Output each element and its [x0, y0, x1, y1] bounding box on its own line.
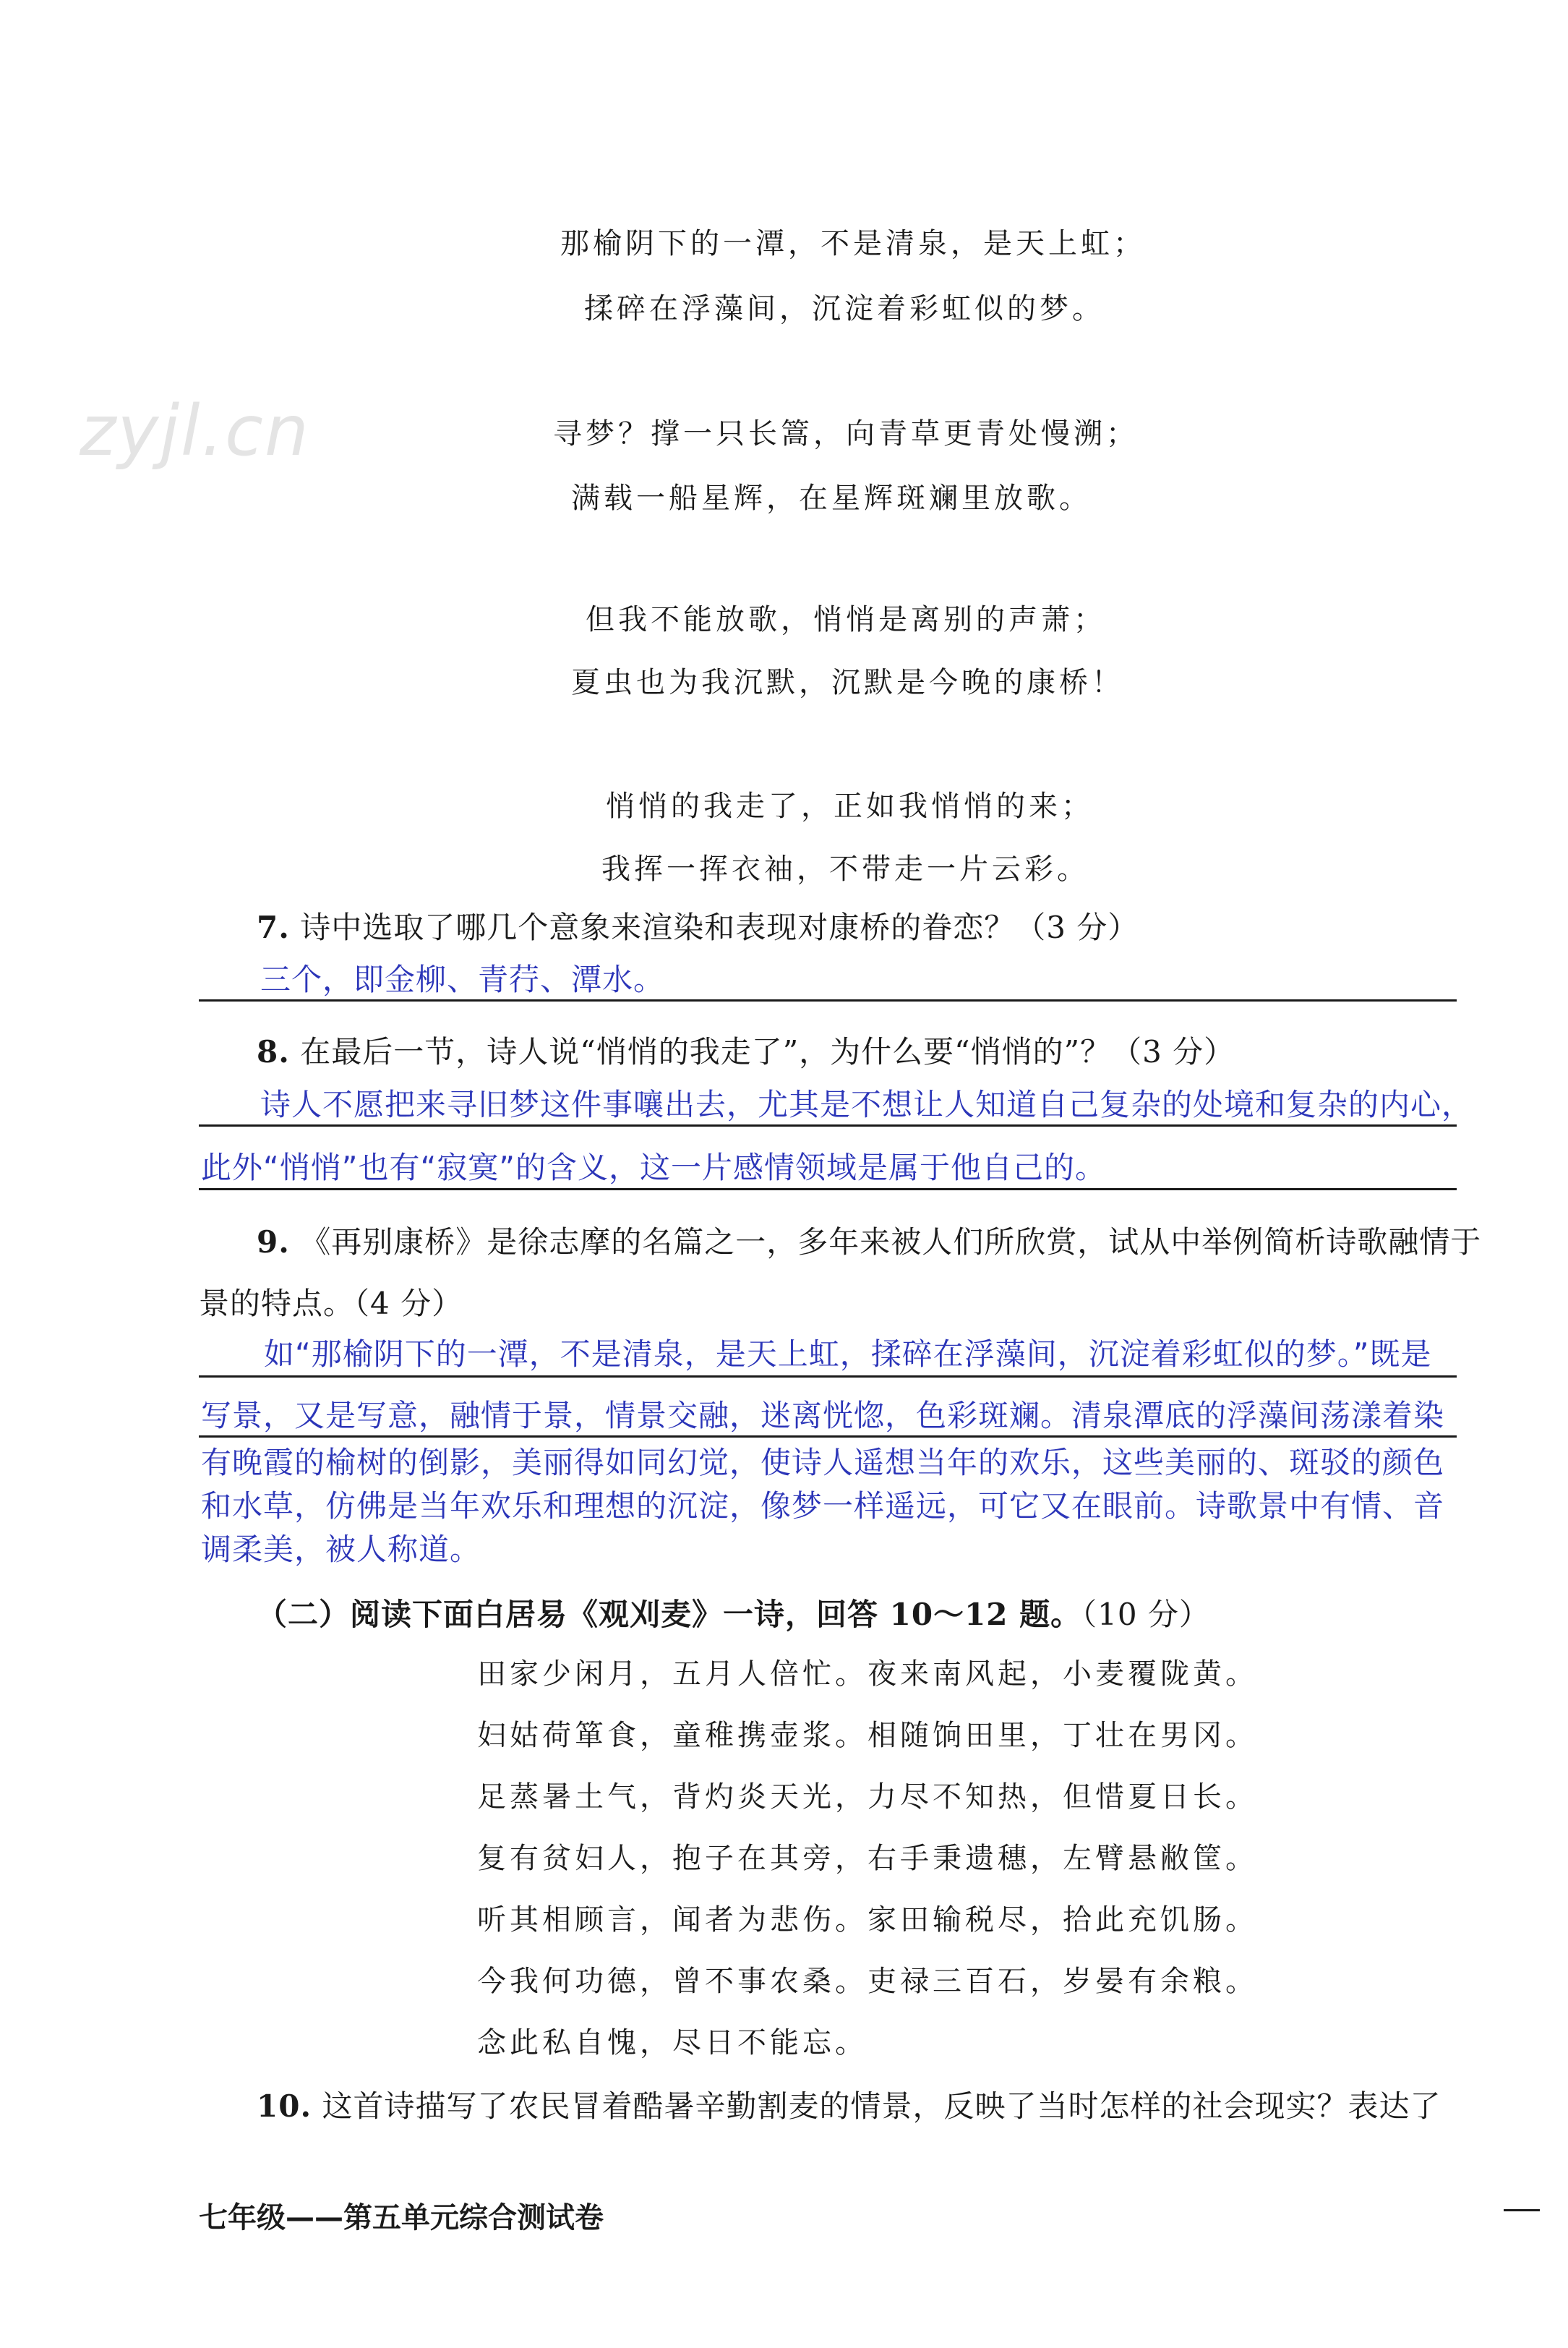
answer-line: 调柔美，被人称道。	[201, 1532, 481, 1567]
section-title: （二）阅读下面白居易《观刈麦》一诗，回答 10～12 题。	[257, 1597, 1082, 1632]
poem-line: 我挥一挥衣袖，不带走一片云彩。	[601, 853, 1089, 886]
footer-mark	[1504, 2209, 1540, 2211]
answer-rule	[199, 1375, 1457, 1378]
question-text: 这首诗描写了农民冒着酷暑辛勤割麦的情景，反映了当时怎样的社会现实？表达了	[322, 2088, 1441, 2124]
answer-line: 如“那榆阴下的一潭，不是清泉，是天上虹，揉碎在浮藻间，沉淀着彩虹似的梦。”既是	[264, 1336, 1432, 1372]
poem-line: 悄悄的我走了，正如我悄悄的来；	[606, 790, 1094, 823]
answer-rule	[199, 999, 1457, 1002]
answer-line: 和水草，仿佛是当年欢乐和理想的沉淀，像梦一样遥远，可它又在眼前。诗歌景中有情、音	[201, 1488, 1445, 1524]
footer-dash: ——	[286, 2201, 343, 2234]
question-7	[257, 904, 1139, 947]
poem-line: 揉碎在浮藻间，沉淀着彩虹似的梦。	[584, 292, 1105, 325]
question-8	[257, 1028, 1235, 1072]
answer-rule	[199, 1435, 1457, 1438]
poem-line: 足蒸暑土气，背灼炎天光，力尽不知热，但惜夏日长。	[477, 1780, 1258, 1814]
poem-line: 听其相顾言，闻者为悲伤。家田输税尽，拾此充饥肠。	[477, 1903, 1258, 1937]
answer-line: 三个，即金柳、青荇、潭水。	[260, 962, 665, 997]
poem-line: 满载一船星辉，在星辉斑斓里放歌。	[571, 482, 1092, 515]
question-number: 8.	[257, 1034, 290, 1070]
footer-title: 第五单元综合测试卷	[343, 2201, 604, 2234]
question-10	[257, 2083, 1441, 2126]
poem-line: 那榆阴下的一潭，不是清泉，是天上虹；	[560, 227, 1146, 260]
answer-rule	[199, 1124, 1457, 1127]
poem-line: 复有贫妇人，抱子在其旁，右手秉遗穗，左臂悬敝筐。	[477, 1842, 1258, 1875]
answer-line: 有晚霞的榆树的倒影，美丽得如同幻觉，使诗人遥想当年的欢乐，这些美丽的、斑驳的颜色	[201, 1445, 1445, 1480]
question-text-continued: 景的特点。（4 分）	[199, 1286, 463, 1321]
poem-line: 妇姑荷箪食，童稚携壶浆。相随饷田里，丁壮在男冈。	[477, 1719, 1258, 1752]
poem-line: 田家少闲月，五月人倍忙。夜来南风起，小麦覆陇黄。	[477, 1657, 1258, 1691]
poem-line: 寻梦？撑一只长篙，向青草更青处慢溯；	[553, 417, 1139, 451]
answer-line: 写景，又是写意，融情于景，情景交融，迷离恍惚，色彩斑斓。清泉潭底的浮藻间荡漾着染	[201, 1398, 1445, 1433]
footer-grade: 七年级	[199, 2201, 286, 2234]
page-footer	[199, 2195, 604, 2236]
watermark-logo	[80, 390, 310, 471]
poem-line: 今我何功德，曾不事农桑。吏禄三百石，岁晏有余粮。	[477, 1965, 1258, 1998]
question-text: 诗中选取了哪几个意象来渲染和表现对康桥的眷恋？（3 分）	[300, 910, 1139, 945]
question-9	[257, 1218, 1481, 1262]
section-heading	[257, 1591, 1210, 1634]
poem-line: 夏虫也为我沉默，沉默是今晚的康桥！	[571, 666, 1124, 699]
answer-line: 此外“悄悄”也有“寂寞”的含义，这一片感情领域是属于他自己的。	[201, 1150, 1107, 1185]
poem-line: 但我不能放歌，悄悄是离别的声萧；	[586, 603, 1106, 636]
question-text: 《再别康桥》是徐志摩的名篇之一，多年来被人们所欣赏，试从中举例简析诗歌融情于	[300, 1224, 1482, 1260]
question-number: 7.	[257, 910, 290, 945]
section-score: （10 分）	[1081, 1597, 1210, 1632]
answer-rule	[199, 1188, 1457, 1190]
watermark-text: zyjl.cn	[80, 390, 310, 471]
question-number: 9.	[257, 1224, 290, 1260]
answer-line: 诗人不愿把来寻旧梦这件事嚷出去，尤其是不想让人知道自己复杂的处境和复杂的内心，	[260, 1087, 1473, 1122]
question-number: 10.	[257, 2088, 312, 2124]
question-text: 在最后一节，诗人说“悄悄的我走了”，为什么要“悄悄的”？（3 分）	[300, 1034, 1235, 1070]
poem-line: 念此私自愧，尽日不能忘。	[477, 2026, 867, 2059]
